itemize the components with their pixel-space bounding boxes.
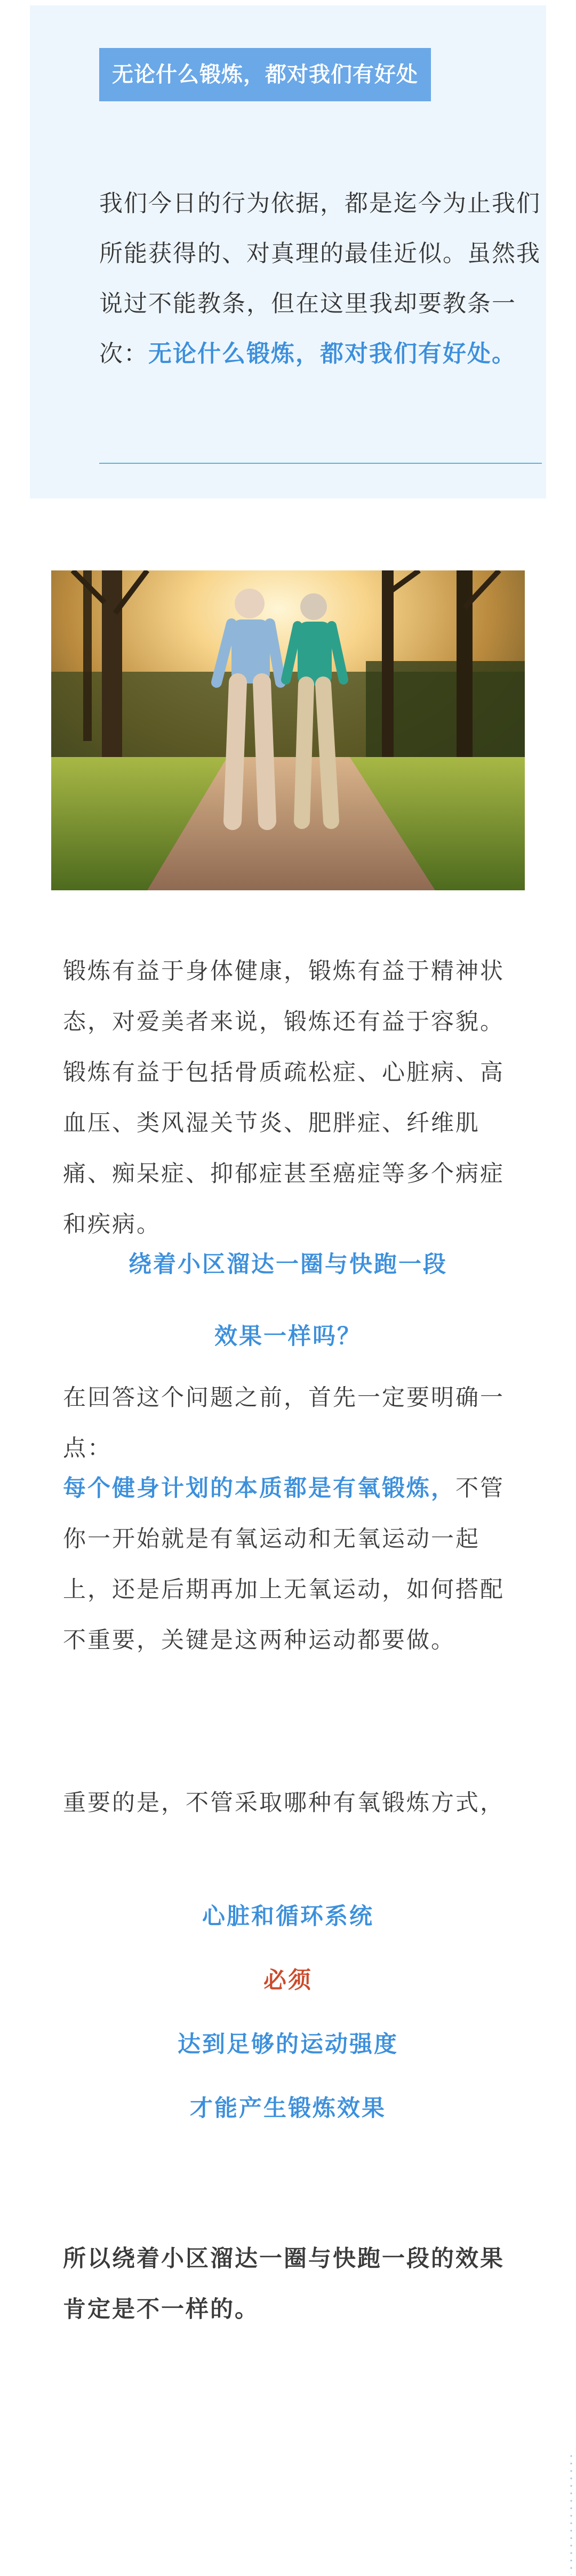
card-body-accent: 无论什么锻炼，都对我们有好处。: [148, 340, 516, 367]
emphasis-line4: 才能产生锻炼效果: [190, 2095, 386, 2122]
quote-card: [30, 5, 546, 498]
couple-walking-photo: [51, 570, 525, 890]
card-body: [99, 179, 542, 379]
aerobic-accent: 每个健身计划的本质都是有氧锻炼，: [63, 1475, 455, 1502]
emphasis-line3: 达到足够的运动强度: [178, 2031, 398, 2058]
health-benefits-paragraph: 锻炼有益于身体健康，锻炼有益于精神状态，对爱美者来说，锻炼还有益于容貌。锻炼有益于包括骨质疏松症、心脏病、高血压、类风湿关节炎、肥胖症、纤维肌痛、痴呆症、抑郁症甚至癌症等多个病症和疾病。: [63, 958, 505, 1238]
emphasis-line2: 必须: [263, 1967, 313, 1994]
photo-illustration: [51, 570, 525, 890]
aerobic-text: 不管你一开始就是有氧运动和无氧运动一起上，还是后期再加上无氧运动，如何搭配不重要，关键是这两种运动都要做。: [63, 1475, 505, 1654]
conclusion-text: 所以绕着小区溜达一圈与快跑一段的效果肯定是不一样的。: [63, 2245, 505, 2323]
card-title: 无论什么锻炼，都对我们有好处: [99, 48, 431, 101]
card-divider: [99, 463, 542, 464]
question-heading-line2: 效果一样吗？: [214, 1323, 362, 1350]
question-intro: 在回答这个问题之前，首先一定要明确一点：: [63, 1384, 505, 1462]
emphasis-line1: 心脏和循环系统: [202, 1903, 374, 1930]
card-body-text: 我们今日的行为依据，都是迄今为止我们所能获得的、对真理的最佳近似。虽然我说过不能教条，但在这里我却要教条一次：: [99, 190, 541, 367]
question-heading-line1: 绕着小区溜达一圈与快跑一段: [129, 1251, 447, 1278]
aerobic-paragraph: [63, 1463, 516, 1666]
importance-paragraph: 重要的是，不管采取哪种有氧锻炼方式，: [63, 1790, 505, 1816]
decorative-dots: [567, 2452, 575, 2575]
